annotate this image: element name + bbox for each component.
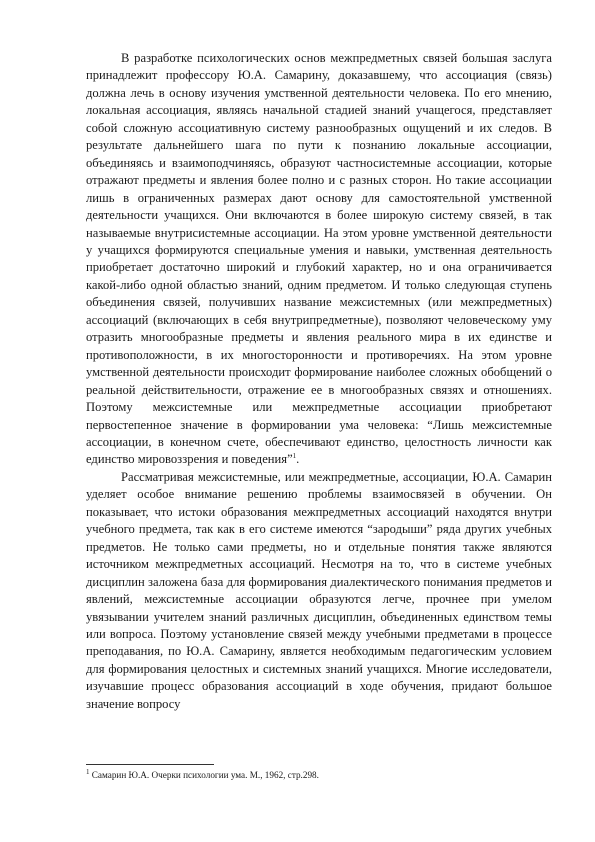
paragraph-tail: .: [296, 452, 300, 467]
footnote-divider: [86, 764, 214, 765]
footnote-marker: 1: [86, 767, 90, 776]
footnote-reference: 1: [292, 452, 297, 461]
paragraph-intersystem-associations: [86, 469, 552, 713]
footnote: [86, 769, 552, 781]
paragraph-text: Рассматривая межсистемные, или межпредметные, ассоциации, Ю.А. Самарин уделяет особое внимание решению проблемы взаимосвязей в обучении. Он показывает, что истоки образования межпредметных ассоциаций находятся внутри учебного предмета, так как в его системе имеются “зародыши” ряда других учебных предметов. Не только сами предметы, но и отдельные понятия также являются источником межпредметных ассоциаций. Несмотря на то, что в системе учебных дисциплин заложена база для формирования диалектического понимания предметов и явлений, межсистемные ассоциации образуются легче, прочнее при умелом увязывании учителем знаний различных дисциплин, объединенных единством темы или вопроса. Поэтому установление связей между учебными предметами в процессе преподавания, по Ю.А. Самарину, является необходимым педагогическим условием для формирования целостных и системных знаний учащихся. Многие исследователи, изучавшие процесс образования ассоциаций в ходе обучения, придают большое значение вопросу: [86, 469, 552, 711]
paragraph-samarin-associations: [86, 50, 552, 469]
footnote-text: Самарин Ю.А. Очерки психологии ума. М., 1962, стр.298.: [89, 770, 319, 780]
paragraph-text: В разработке психологических основ межпредметных связей большая заслуга принадлежит профессору Ю.А. Самарину, доказавшему, что ассоциация (связь) должна лечь в основу изучения умственной деятельности человека. По его мнению, локальная ассоциация, являясь начальной стадией знаний учащегося, представляет собой сложную ассоциативную систему разнообразных ощущений и их следов. В результате дальнейшего шага по пути к познанию локальные ассоциации, объединяясь и взаимоподчиняясь, образуют частносистемные ассоциации, которые отражают предметы и явления более полно и с разных сторон. Но такие ассоциации лишь в ограниченных размерах дают основу для самостоятельной умственной деятельности учащихся. Они включаются в более широкую систему связей, в так называемые внутрисистемные ассоциации. На этом уровне умственной деятельности у учащихся формируются специальные умения и навыки, умственная деятельность приобретает достаточно широкий и глубокий характер, но и она ограничивается какой-либо одной областью знаний, одним предметом. И только следующая ступень объединения связей, получивших название межсистемных (или межпредметных) ассоциаций (включающих в себя внутрипредметные), позволяют человеческому уму отразить многообразные предметы и явления реального мира в их единстве и противоположности, в их многосторонности и противоречиях. На этом уровне умственной деятельности происходит формирование наиболее сложных обобщений о реальной действительности, отражение ее в многообразных связях и отношениях. Поэтому межсистемные или межпредметные ассоциации приобретают первостепенное значение в формировании ума человека: “Лишь межсистемные ассоциации, в конечном счете, обеспечивают единство, целостность личности как единство мировоззрения и поведения”: [86, 51, 552, 467]
body-text: [86, 50, 552, 713]
